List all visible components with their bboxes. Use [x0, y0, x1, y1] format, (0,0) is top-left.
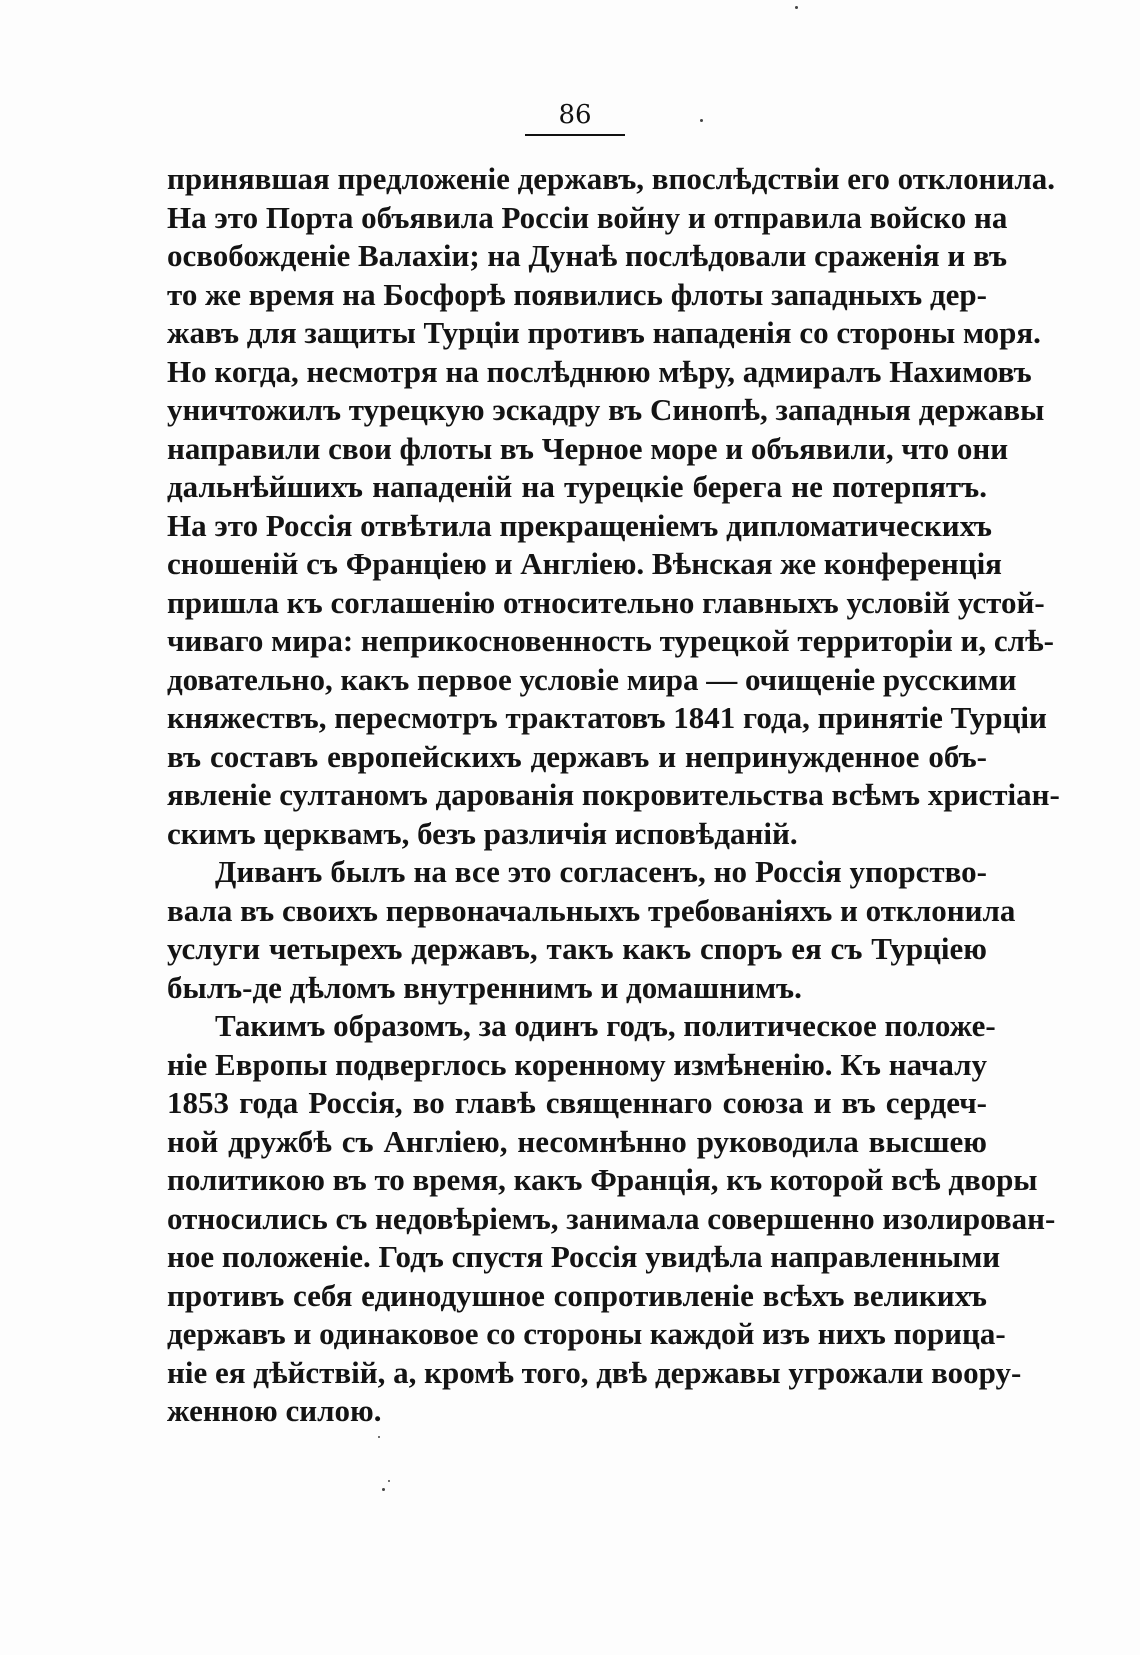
text-line: ніе Европы подверглось коренному измѣненію. Къ началу	[167, 1046, 987, 1082]
paragraph-1	[167, 160, 1060, 853]
text-line: довательно, какъ первое условіе мира — очищеніе русскими	[167, 661, 1017, 697]
text-line: На это Россія отвѣтила прекращеніемъ дипломатическихъ	[167, 507, 992, 543]
text-line: явленіе султаномъ дарованія покровительства всѣмъ христіан-	[167, 777, 1060, 812]
text-line: относились съ недовѣріемъ, занимала совершенно изолирован-	[167, 1200, 1056, 1236]
text-line: политикою въ то время, какъ Франція, къ которой всѣ дворы	[167, 1162, 1038, 1197]
text-line: освобожденіе Валахіи; на Дунаѣ послѣдовали сраженія и въ	[167, 238, 1008, 273]
text-line: скимъ церквамъ, безъ различія исповѣданій.	[167, 815, 798, 851]
text-line: въ составъ европейскихъ державъ и непринужденное объ-	[167, 738, 987, 774]
scan-speck	[795, 6, 798, 9]
text-line: былъ-де дѣломъ внутреннимъ и домашнимъ.	[167, 969, 802, 1005]
scan-speck	[382, 1488, 385, 1491]
body-text	[167, 160, 1060, 1431]
text-line: уничтожилъ турецкую эскадру въ Синопѣ, западныя державы	[167, 392, 1045, 427]
text-line: 1853 года Россія, во главѣ священнаго союза и въ сердеч-	[167, 1085, 987, 1120]
scan-speck	[378, 1436, 380, 1438]
text-line: пришла къ соглашенію относительно главныхъ условій устой-	[167, 584, 1045, 620]
text-line: дальнѣйшихъ нападеній на турецкіе берега не потерпятъ.	[167, 469, 987, 504]
text-line: принявшая предложеніе державъ, впослѣдствіи его отклонила.	[167, 161, 1056, 196]
text-line: княжествъ, пересмотръ трактатовъ 1841 года, принятіе Турціи	[167, 700, 1047, 735]
text-line: ной дружбѣ съ Англіею, несомнѣнно руководила высшею	[167, 1123, 987, 1159]
text-line: женною силою.	[167, 1393, 382, 1428]
text-line: направили свои флоты въ Черное море и объявили, что они	[167, 430, 1009, 466]
paragraph-2	[167, 853, 1016, 1007]
text-line: На это Порта объявила Россіи войну и отправила войско на	[167, 199, 1008, 235]
scan-speck	[700, 119, 703, 122]
text-line: то же время на Босфорѣ появились флоты западныхъ дер-	[167, 276, 987, 312]
text-line: Диванъ былъ на все это согласенъ, но Россія упорство-	[215, 854, 987, 889]
text-line: вала въ своихъ первоначальныхъ требованіяхъ и отклонила	[167, 892, 1016, 928]
text-line: ніе ея дѣйствій, а, кромѣ того, двѣ державы угрожали воору-	[167, 1354, 1022, 1390]
text-line: державъ и одинаковое со стороны каждой изъ нихъ порица-	[167, 1316, 1006, 1351]
text-line: ное положеніе. Годъ спустя Россія увидѣла направленными	[167, 1239, 1001, 1274]
paragraph-3	[167, 1007, 1056, 1431]
text-line: услуги четырехъ державъ, такъ какъ споръ ея съ Турціею	[167, 931, 987, 966]
page-number: 86	[525, 100, 625, 136]
text-line: противъ себя единодушное сопротивленіе всѣхъ великихъ	[167, 1277, 987, 1313]
text-line: чиваго мира: неприкосновенность турецкой территоріи и, слѣ-	[167, 623, 1054, 658]
scan-speck	[388, 1480, 390, 1482]
text-line: Такимъ образомъ, за одинъ годъ, политическое положе-	[215, 1008, 996, 1043]
text-line: сношеній съ Франціею и Англіею. Вѣнская же конференція	[167, 546, 1002, 581]
text-line: жавъ для защиты Турціи противъ нападенія со стороны моря.	[167, 315, 1041, 350]
text-line: Но когда, несмотря на послѣднюю мѣру, адмиралъ Нахимовъ	[167, 353, 1032, 389]
